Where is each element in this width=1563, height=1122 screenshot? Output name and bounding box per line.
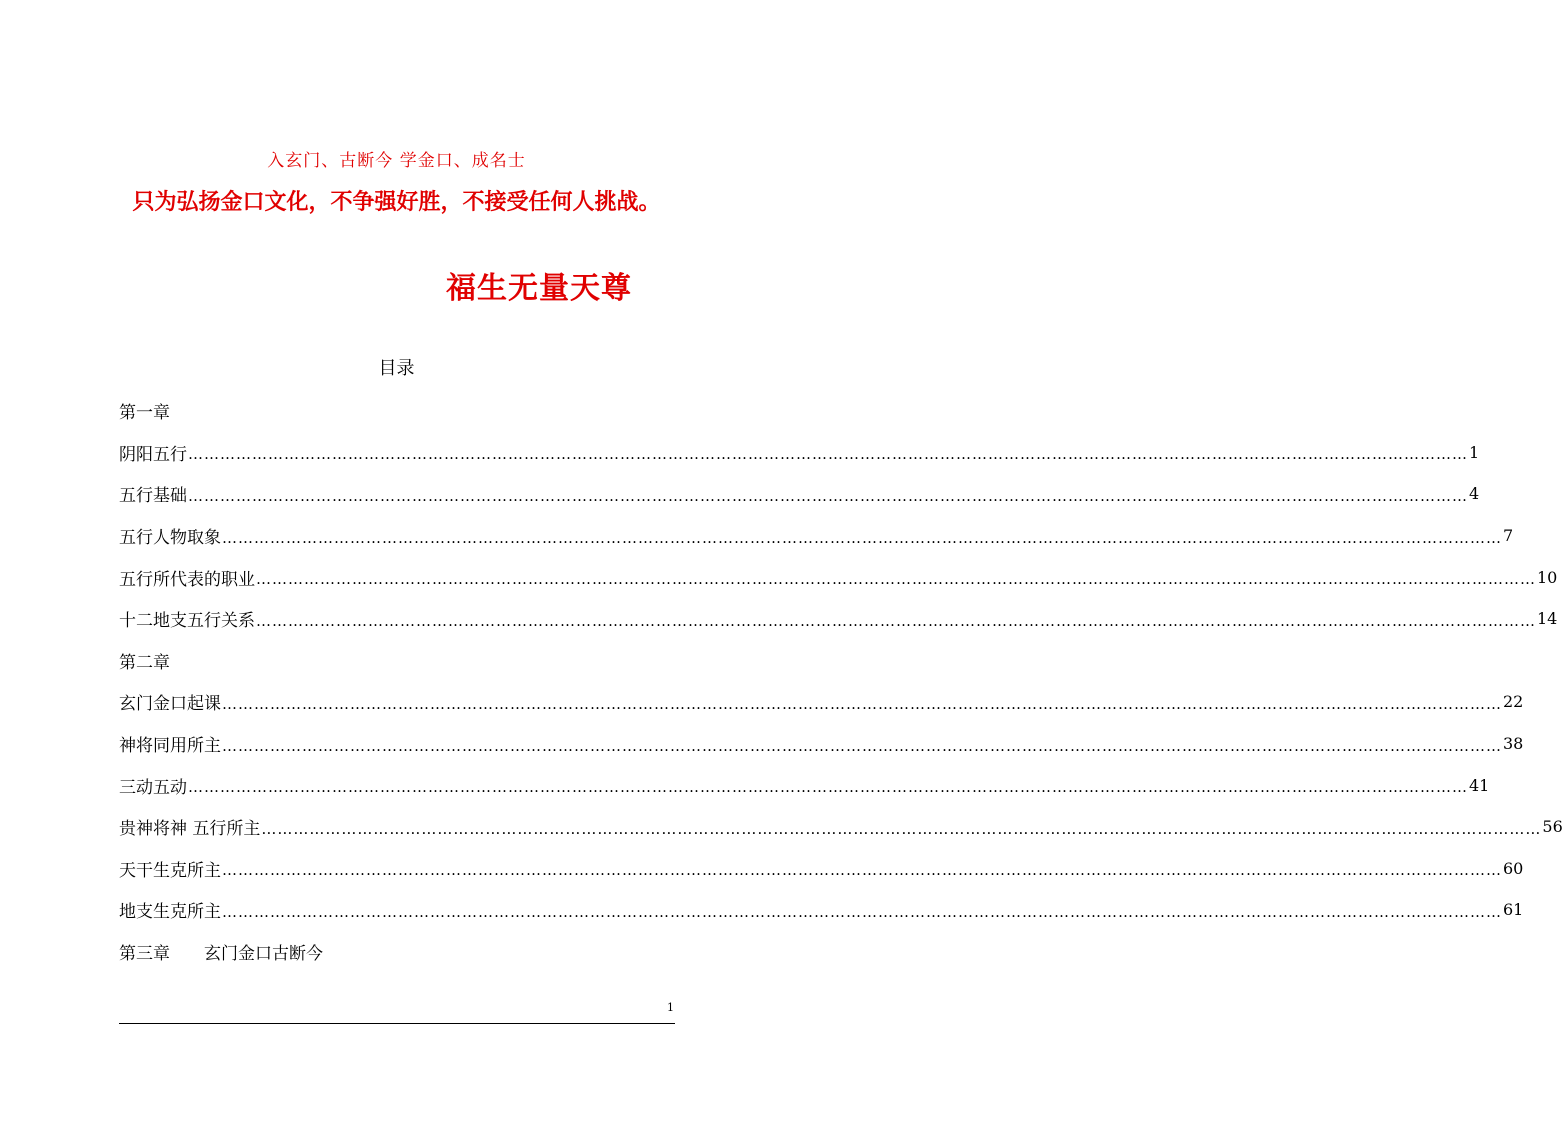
header-slogan: 入玄门、古断今 学金口、成名士	[267, 151, 526, 171]
footer-rule	[119, 1023, 675, 1024]
toc-chapter-3	[119, 931, 659, 973]
toc-entry-page: 22	[1503, 692, 1524, 712]
toc-entry-page: 7	[1503, 526, 1514, 546]
toc-entry[interactable]	[119, 764, 1490, 806]
toc-title: 目录	[378, 358, 415, 379]
toc-entry-label: 五行所代表的职业	[119, 569, 255, 590]
leader-dots: ……………………………………………………………………………………………………………………………………………………………………………………………………………………	[256, 570, 1536, 589]
chapter-label: 第三章	[119, 944, 170, 965]
leader-dots: ……………………………………………………………………………………………………………………………………………………………………………………………………………………	[222, 528, 1502, 547]
toc-entry[interactable]	[119, 806, 1563, 848]
toc-entry-page: 10	[1537, 567, 1558, 587]
toc-entry[interactable]	[119, 723, 1524, 765]
page-number: 1	[667, 1001, 674, 1014]
toc-entry-label: 五行基础	[119, 486, 187, 507]
toc-entry-page: 1	[1469, 442, 1480, 462]
toc-entry-label: 天干生克所主	[119, 860, 221, 881]
toc-chapter-1	[119, 390, 659, 432]
toc-entry-label: 三动五动	[119, 777, 187, 798]
toc-entry-page: 60	[1503, 858, 1524, 878]
toc-entry-page: 38	[1503, 734, 1524, 754]
toc-entry-page: 14	[1537, 609, 1558, 629]
toc-entry[interactable]	[119, 432, 1480, 474]
leader-dots: ……………………………………………………………………………………………………………………………………………………………………………………………………………………	[222, 902, 1502, 921]
toc-entry-page: 56	[1542, 817, 1563, 837]
chapter-title: 玄门金口古断今	[204, 944, 323, 965]
toc-entry[interactable]	[119, 848, 1524, 890]
toc-entry-label: 神将同用所主	[119, 736, 221, 757]
toc-entry-label: 玄门金口起课	[119, 694, 221, 715]
leader-dots: ……………………………………………………………………………………………………………………………………………………………………………………………………………………	[188, 778, 1468, 797]
toc-entry-label: 阴阳五行	[119, 444, 187, 465]
chapter-label: 第二章	[119, 652, 170, 673]
toc-entry[interactable]	[119, 681, 1524, 723]
toc-entry[interactable]	[119, 889, 1524, 931]
toc-entry[interactable]	[119, 598, 1558, 640]
leader-dots: ……………………………………………………………………………………………………………………………………………………………………………………………………………………	[222, 736, 1502, 755]
leader-dots: ……………………………………………………………………………………………………………………………………………………………………………………………………………………	[188, 486, 1468, 505]
toc-entry-page: 41	[1469, 775, 1490, 795]
toc-entry[interactable]	[119, 515, 1514, 557]
toc-entry-label: 十二地支五行关系	[119, 611, 255, 632]
toc-entry[interactable]	[119, 556, 1558, 598]
leader-dots: ……………………………………………………………………………………………………………………………………………………………………………………………………………………	[188, 445, 1468, 464]
leader-dots: ……………………………………………………………………………………………………………………………………………………………………………………………………………………	[222, 694, 1502, 713]
blessing-text: 福生无量天尊	[446, 271, 632, 306]
leader-dots: ……………………………………………………………………………………………………………………………………………………………………………………………………………………	[256, 611, 1536, 630]
toc-entry-page: 61	[1503, 900, 1524, 920]
chapter-label: 第一章	[119, 403, 170, 424]
header-statement: 只为弘扬金口文化，不争强好胜，不接受任何人挑战。	[132, 189, 661, 215]
toc-entry-page: 4	[1469, 484, 1480, 504]
leader-dots: ……………………………………………………………………………………………………………………………………………………………………………………………………………………	[222, 861, 1502, 880]
leader-dots: ……………………………………………………………………………………………………………………………………………………………………………………………………………………	[261, 819, 1542, 838]
toc-entry-label: 五行人物取象	[119, 528, 221, 549]
toc-entry-label: 贵神将神 五行所主	[119, 819, 261, 840]
toc-entry[interactable]	[119, 473, 1480, 515]
table-of-contents	[119, 390, 1563, 972]
toc-entry-label: 地支生克所主	[119, 902, 221, 923]
toc-chapter-2	[119, 640, 659, 682]
